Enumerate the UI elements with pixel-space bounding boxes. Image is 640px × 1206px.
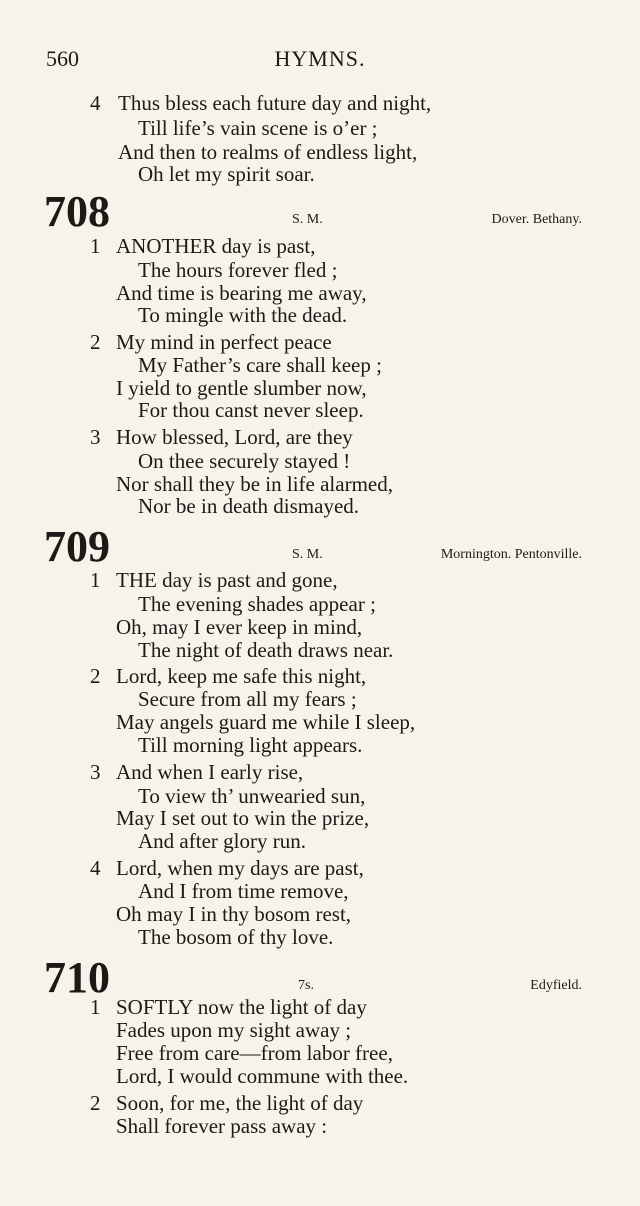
hymn-line: Soon, for me, the light of day xyxy=(116,1091,364,1115)
hymn-line: My Father’s care shall keep ; xyxy=(138,353,382,377)
hymn-line: Lord, I would commune with thee. xyxy=(116,1064,409,1088)
hymn-tunes: Edyfield. xyxy=(530,978,582,993)
running-head: HYMNS. xyxy=(274,46,366,71)
verse-number: 3 xyxy=(90,425,101,449)
hymn-line: Oh may I in thy bosom rest, xyxy=(116,902,352,926)
hymn-line: To view th’ unwearied sun, xyxy=(138,784,366,808)
hymn-line: Oh let my spirit soar. xyxy=(138,162,315,186)
hymn-line: ANOTHER day is past, xyxy=(116,234,316,258)
hymn-line: To mingle with the dead. xyxy=(138,303,348,327)
hymn-meter: S. M. xyxy=(292,212,323,227)
verse-number: 2 xyxy=(90,330,101,354)
hymn-line: Fades upon my sight away ; xyxy=(116,1018,352,1042)
verse-number: 1 xyxy=(90,568,101,592)
hymn-line: Lord, when my days are past, xyxy=(116,856,364,880)
hymn-tunes: Mornington. Pentonville. xyxy=(440,547,582,562)
page-number: 560 xyxy=(46,46,79,71)
hymn-line: How blessed, Lord, are they xyxy=(116,425,353,449)
verse-number: 1 xyxy=(90,234,101,258)
verse-number: 2 xyxy=(90,1091,101,1115)
hymn-line: Shall forever pass away : xyxy=(116,1114,328,1138)
hymn-line: May angels guard me while I sleep, xyxy=(116,710,416,734)
page-header xyxy=(46,46,594,76)
hymn-line: Secure from all my fears ; xyxy=(138,687,357,711)
hymn-line: I yield to gentle slumber now, xyxy=(116,376,367,400)
hymn-line: Thus bless each future day and night, xyxy=(118,91,432,115)
hymn-tunes: Dover. Bethany. xyxy=(491,212,582,227)
hymn-number: 708 xyxy=(44,187,110,236)
hymn-line: My mind in perfect peace xyxy=(116,330,332,354)
hymn-line: The hours forever fled ; xyxy=(138,258,338,282)
verse-number: 3 xyxy=(90,760,101,784)
hymn-line: Lord, keep me safe this night, xyxy=(116,664,367,688)
hymn-line: The night of death draws near. xyxy=(138,638,394,662)
verse-number: 2 xyxy=(90,664,101,688)
hymn-line: And I from time remove, xyxy=(138,879,349,903)
verse-number: 1 xyxy=(90,995,101,1019)
hymn-line: And time is bearing me away, xyxy=(116,281,367,305)
hymn-line: Free from care—from labor free, xyxy=(116,1041,393,1065)
hymn-line: SOFTLY now the light of day xyxy=(116,995,367,1019)
hymn-line: And after glory run. xyxy=(138,829,306,853)
hymn-line: Till life’s vain scene is o’er ; xyxy=(138,116,378,140)
hymn-meter: S. M. xyxy=(292,547,323,562)
hymn-line: The bosom of thy love. xyxy=(138,925,334,949)
hymn-number: 709 xyxy=(44,522,110,571)
hymn-line: Oh, may I ever keep in mind, xyxy=(116,615,363,639)
hymn-line: For thou canst never sleep. xyxy=(138,398,364,422)
hymn-line: Nor be in death dismayed. xyxy=(138,494,360,518)
hymn-line: The evening shades appear ; xyxy=(138,592,376,616)
hymn-heading xyxy=(0,187,640,240)
hymn-line: On thee securely stayed ! xyxy=(138,449,351,473)
hymn-line: Nor shall they be in life alarmed, xyxy=(116,472,393,496)
hymn-line: And then to realms of endless light, xyxy=(118,140,418,164)
hymn-line: THE day is past and gone, xyxy=(116,568,338,592)
hymn-line: Till morning light appears. xyxy=(138,733,363,757)
hymn-line: And when I early rise, xyxy=(116,760,304,784)
hymn-number: 710 xyxy=(44,953,110,1002)
verse-number: 4 xyxy=(90,856,101,880)
hymn-meter: 7s. xyxy=(298,978,314,993)
verse-number: 4 xyxy=(90,91,101,115)
hymn-line: May I set out to win the prize, xyxy=(116,806,370,830)
